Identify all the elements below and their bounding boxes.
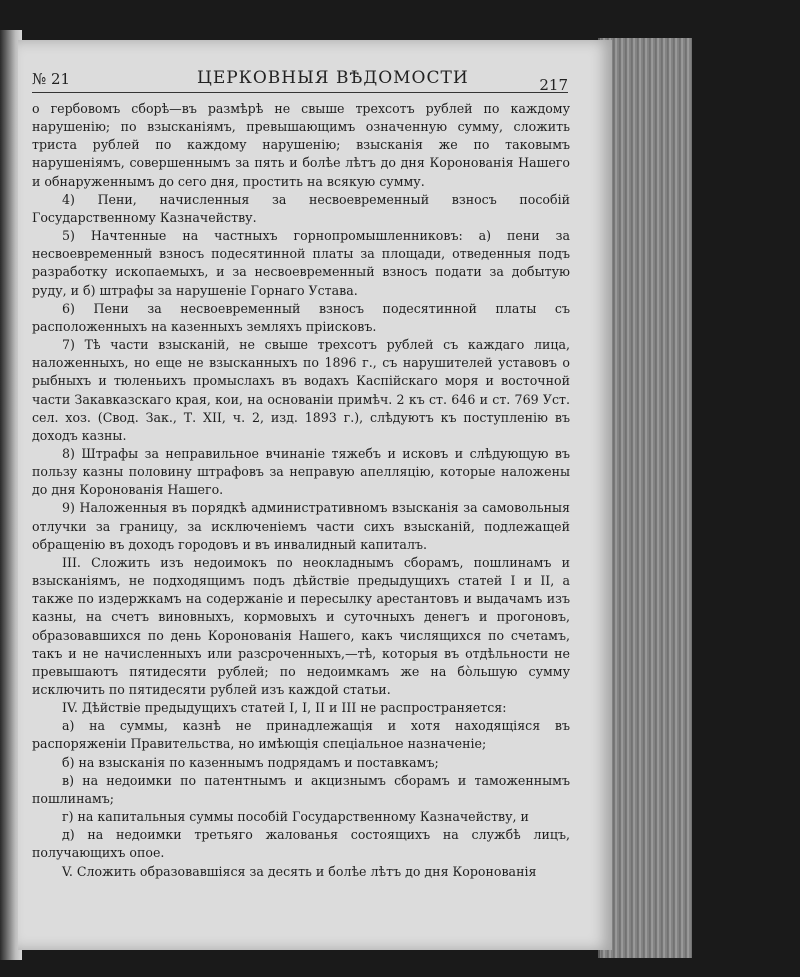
issue-number: № 21 [32,70,71,88]
book-page [18,40,612,950]
paragraph: IV. Дѣйствіе предыдущихъ статей I, I, II и III не распространяется: [62,700,507,716]
paragraph: б) на взысканія по казеннымъ подрядамъ и поставкамъ; [62,754,439,770]
page-header [32,66,568,93]
paragraph: 4) Пени, начисленныя за несвоевременный взносъ пособій Государственному Казначейству. [32,191,570,225]
journal-title: ЦЕРКОВНЫЯ ВѢДОМОСТИ [197,68,469,88]
paragraph: 7) Тѣ части взысканій, не свыше трехсотъ рублей съ каждаго лица, наложенныхъ, но еще не взысканныхъ по 1896 г., съ нарушителей уставовъ о рыбныхъ и тюленьихъ промыслахъ въ водахъ Каспійскаго моря и восточной части Закавказскаго края, кои, на основаніи примѣч. 2 къ ст. 646 и ст. 769 Уст. сел. хоз. (Свод. Зак., Т. XII, ч. 2, изд. 1893 г.), слѣдуютъ къ поступленію въ доходъ казны. [32,337,570,443]
paragraph: а) на суммы, казнѣ не принадлежащія и хотя находящіяся въ распоряженіи Правительства, но имѣющія спеціальное назначеніе; [32,718,570,752]
paragraph: г) на капитальныя суммы пособій Государственному Казначейству, и [62,809,529,825]
paragraph: III. Сложить изъ недоимокъ по неокладнымъ сборамъ, пошлинамъ и взысканіямъ, не подходящимъ подъ дѣйствіе предыдущихъ статей I и II, а также по издержкамъ на содержаніе и пересылку арестантовъ и выдачамъ изъ казны, на счетъ виновныхъ, кормовыхъ и суточныхъ денегъ и прогоновъ, образовавшихся по день Коронованія Нашего, какъ числящихся по счетамъ, такъ и не начисленныхъ или разсроченныхъ,—тѣ, которыя въ отдѣльности не превышаютъ пятидесяти рублей; по недоимкамъ же на бо̀льшую сумму исключить по пятидесяти рублей изъ каждой статьи. [32,554,570,697]
page-number: 217 [539,76,568,94]
paragraph: V. Сложить образовавшіяся за десять и болѣе лѣтъ до дня Коронованія [62,863,537,879]
paragraph: о гербовомъ сборѣ—въ размѣрѣ не свыше трехсотъ рублей по каждому нарушенію; по взысканіямъ, превышающимъ означенную сумму, сложить триста рублей по каждому нарушенію; взысканія же по таковымъ нарушеніямъ, совершеннымъ за пять и болѣе лѣтъ до дня Коронованія Нашего и обнаруженнымъ до сего дня, простить на всякую сумму. [32,101,570,189]
paragraph: 6) Пени за несвоевременный взносъ подесятинной платы съ расположенныхъ на казенныхъ земляхъ пріисковъ. [32,300,570,334]
page-text [32,100,570,881]
paragraph: д) на недоимки третьяго жалованья состоящихъ на службѣ лицъ, получающихъ опое. [32,827,570,861]
paragraph: в) на недоимки по патентнымъ и акцизнымъ сборамъ и таможеннымъ пошлинамъ; [32,772,570,806]
paragraph: 8) Штрафы за неправильное вчинаніе тяжебъ и исковъ и слѣдующую въ пользу казны половину штрафовъ за неправую апелляцію, которые наложены до дня Коронованія Нашего. [32,445,570,498]
page-edges [598,38,692,958]
paragraph: 9) Наложенныя въ порядкѣ административномъ взысканія за самовольныя отлучки за границу, за исключеніемъ части сихъ взысканій, подлежащей обращенію въ доходъ городовъ и въ инвалидный капиталъ. [32,500,570,552]
paragraph: 5) Начтенные на частныхъ горнопромышленниковъ: а) пени за несвоевременный взносъ подесятинной платы за площади, отведенныя подъ разработку ископаемыхъ, и за несвоевременный взносъ подати за добытую руду, и б) штрафы за нарушеніе Горнаго Устава. [32,228,570,298]
